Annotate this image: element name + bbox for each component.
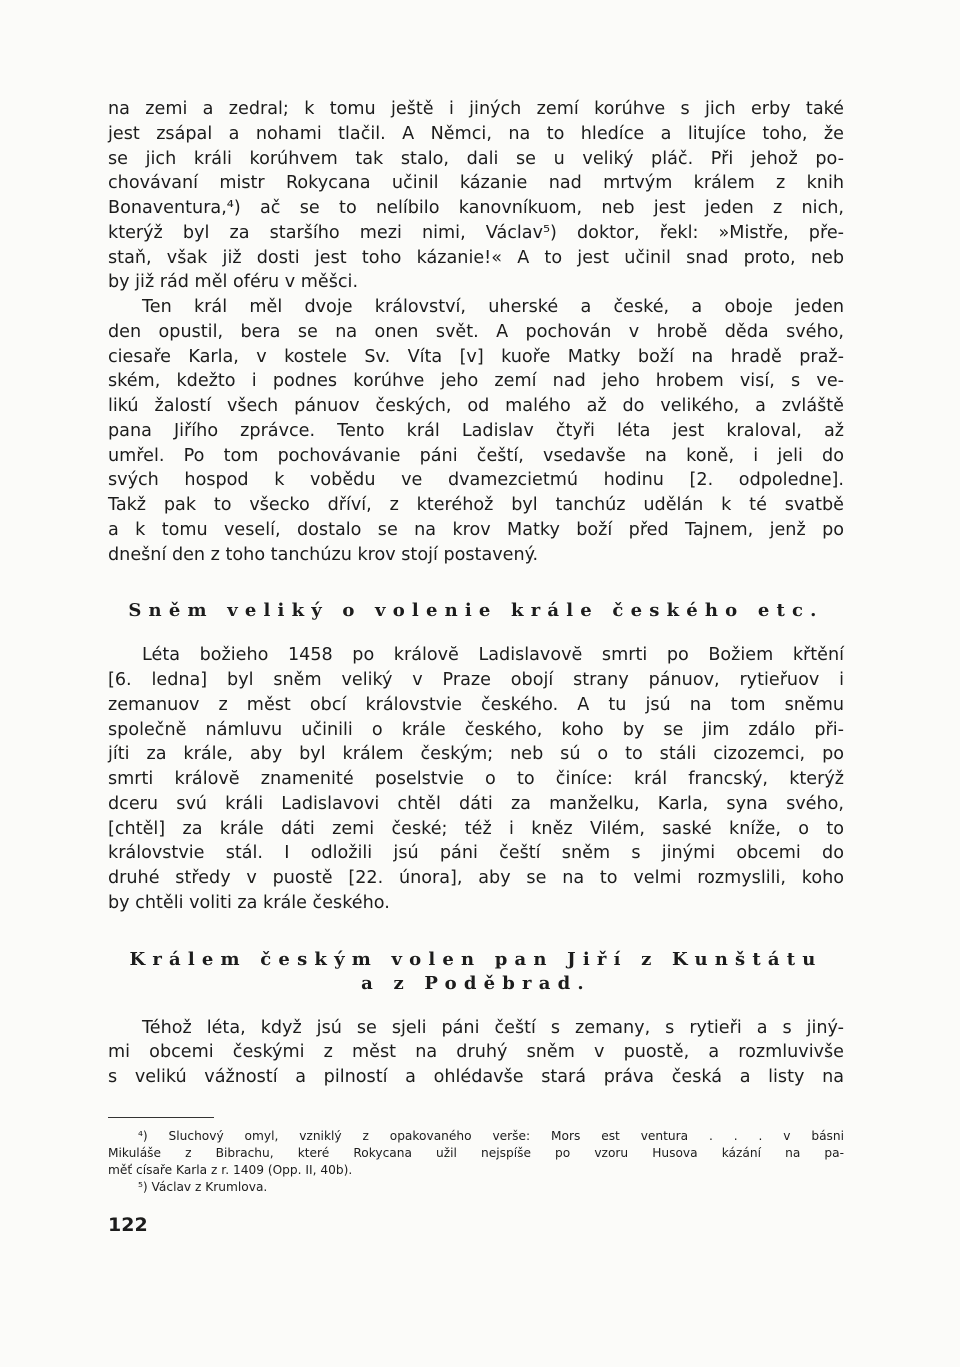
footnote-divider — [108, 1117, 214, 1118]
page-number: 122 — [108, 1214, 148, 1236]
section-heading-2-line-2: a z Poděbrad. — [361, 972, 591, 994]
text-line: královstvie stál. I odložili jsú páni čeští sněm s jinými obcemi do — [108, 843, 844, 864]
text-line: staň, však již dosti jest toho kázanie!« A to jest učinil snad proto, neb — [108, 247, 844, 268]
text-line: dnešní den z toho tanchúzu krov stojí postavený. — [108, 544, 539, 565]
text-line: Léta božieho 1458 po královĕ Ladislavovĕ smrti po Božiem křtění — [142, 645, 844, 666]
text-line: kterýž byl za staršího mezi nimi, Václav⁵) doktor, řekl: »Mistře, pře- — [108, 222, 844, 243]
text-line: jíti za krále, aby byl králem českým; neb sú o to stáli cizozemci, po — [108, 744, 844, 765]
text-line: a k tomu veselí, dostalo se na krov Matky boží před Tajnem, jenž po — [108, 519, 844, 540]
text-line: s velikú vážností a pilností a ohlédavše stará práva česká a listy na — [108, 1067, 844, 1087]
text-line: likú žalostí všech pánuov českých, od malého až do velikého, a zvláště — [108, 396, 844, 416]
text-line: umřel. Po tom pochovávanie páni čeští, vsedavše na koně, i jeli do — [108, 445, 844, 466]
text-line: Bonaventura,⁴) ač se to nelíbilo kanovníkuom, neb jest jeden z nich, — [108, 198, 844, 218]
text-line: mi obcemi českými z měst na druhý sněm v puostě, a rozmluvivše — [108, 1042, 844, 1063]
paragraph-4 — [108, 1016, 844, 1090]
text-line: ciesaře Karla, v kostele Sv. Víta [v] kuoře Matky boží na hradě praž- — [108, 346, 844, 367]
footnote-4-line: měť císaře Karla z r. 1409 (Opp. II, 40b). — [108, 1163, 353, 1177]
footnote-4-line: Mikuláše z Bibrachu, které Rokycana užil nejspíše po vzoru Husova kázání na pa- — [108, 1146, 844, 1160]
text-line: společně námluvu učinili o krále českého, koho by se jim zdálo při- — [108, 719, 844, 740]
text-line: svých hospod k vobědu ve dvamezcietmú hodinu [2. odpoledne]. — [108, 470, 844, 491]
text-line: dceru svú králi Ladislavovi chtěl dáti za manželku, Karla, syna svého, — [108, 793, 844, 814]
text-line: zemanuov z měst obcí královstvie českého. A tu jsú na tom sněmu — [108, 694, 844, 715]
text-line: [chtěl] za krále dáti zemi české; též i kněz Vilém, saské kníže, o to — [108, 818, 844, 839]
text-line: den opustil, bera se na onen svět. A pochován v hrobě děda svého, — [108, 321, 844, 342]
text-line: se jich králi korúhvem tak stalo, dali se u veliký pláč. Při jehož po- — [108, 148, 844, 169]
text-line: chovávaní mistr Rokycana učinil kázanie nad mrtvým králem z knih — [108, 173, 844, 194]
text-line: [6. ledna] byl sněm veliký v Praze obojí strany pánuov, rytieřuov i — [108, 670, 844, 690]
footnote-4-line: ⁴) Sluchový omyl, vzniklý z opakovaného verše: Mors est ventura . . . v básni — [138, 1129, 844, 1143]
paragraph-1 — [108, 97, 844, 295]
text-line: by chtěli voliti za krále českého. — [108, 892, 390, 913]
page-body — [108, 97, 844, 1090]
text-line: Ten král měl dvoje království, uherské a české, a oboje jeden — [142, 297, 844, 317]
text-line: druhé středy v puostě [22. února], aby se na to velmi rozmyslili, koho — [108, 868, 844, 888]
text-line: pana Jiřího zprávce. Tento král Ladislav čtyři léta jest kraloval, až — [108, 420, 844, 441]
paragraph-2 — [108, 295, 844, 567]
text-line: jest zsápal a nohami tlačil. A Němci, na to hledíce a litujíce toho, že — [108, 123, 844, 144]
section-heading-2 — [108, 948, 844, 996]
text-line: smrti královĕ znamenité poselstvie o to činíce: král francský, kterýž — [108, 769, 844, 789]
text-line: na zemi a zedral; k tomu ještě i jiných zemí korúhve s jich erby také — [108, 99, 844, 119]
footnote-5: ⁵) Václav z Krumlova. — [138, 1180, 268, 1194]
paragraph-3 — [108, 643, 844, 915]
section-heading-1: Sněm veliký o volenie krále českého etc. — [128, 600, 824, 622]
section-heading-2-line-1: Králem českým volen pan Jiří z Kunštátu — [129, 948, 823, 970]
footnotes — [108, 1128, 844, 1196]
text-line: Takž pak to všecko dříví, z kteréhož byl tanchúz udělán k té svatbě — [108, 495, 844, 515]
text-line: ském, kdežto i podnes korúhve jeho zemí nad jeho hrobem visí, s ve- — [108, 371, 844, 392]
text-line: Téhož léta, když jsú se sjeli páni čeští s zemany, s rytieři a s jiný- — [142, 1017, 844, 1038]
text-line: by již rád měl oféru v měšci. — [108, 272, 359, 293]
